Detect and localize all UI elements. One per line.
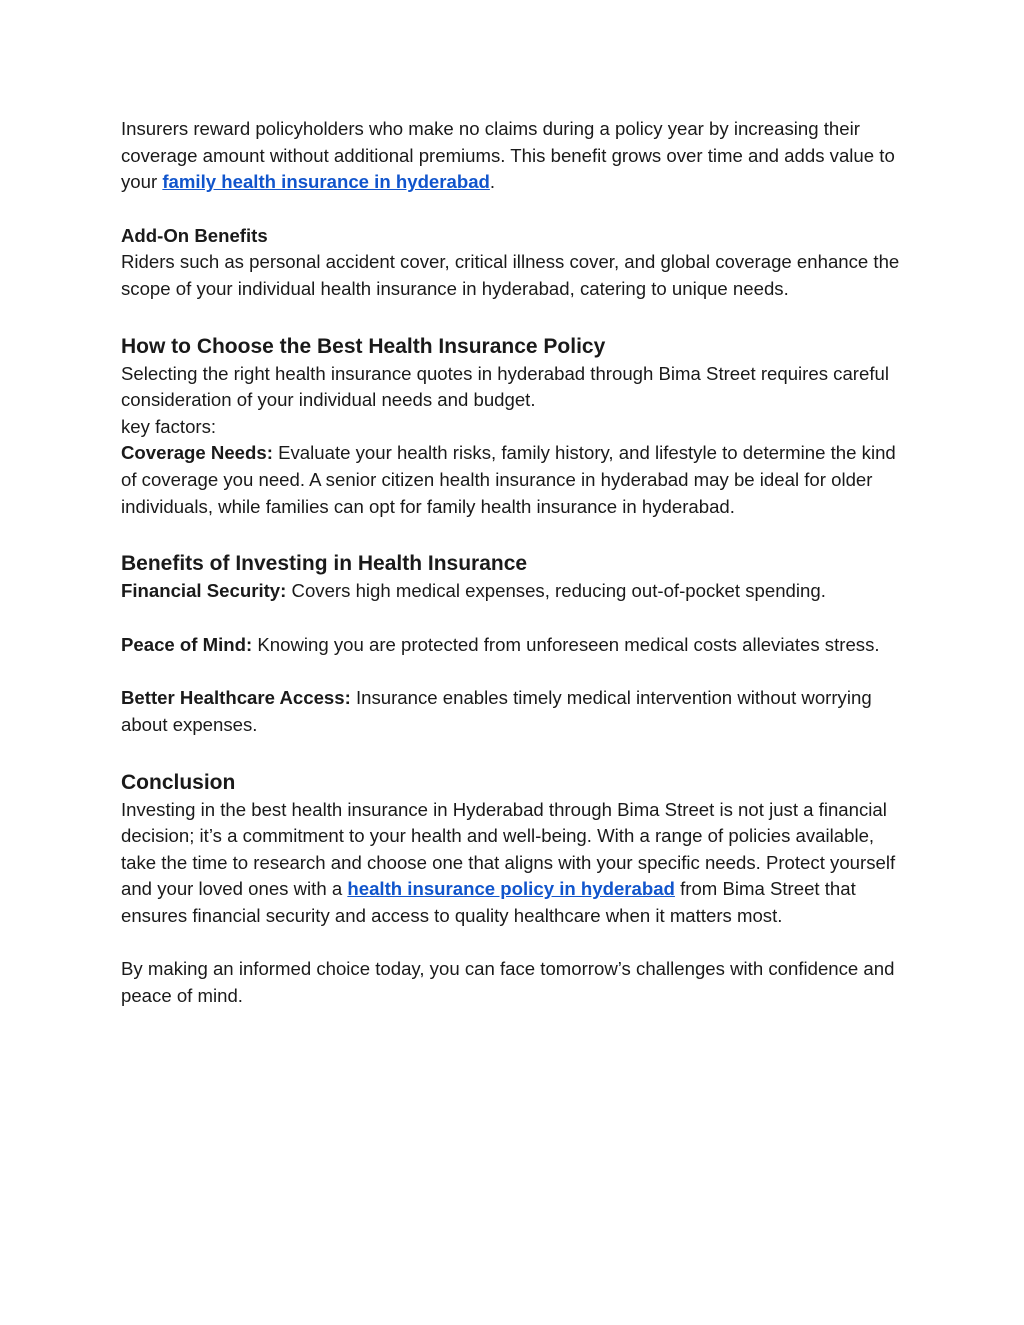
conclusion-heading: Conclusion xyxy=(121,770,236,794)
spacer xyxy=(121,196,911,223)
spacer xyxy=(121,739,911,769)
choose-body: Selecting the right health insurance quotes in hyderabad through Bima Street requires careful consideration of your individual needs and budget. xyxy=(121,362,889,411)
intro-paragraph xyxy=(121,116,911,196)
closing-paragraph: By making an informed choice today, you can face tomorrow’s challenges with confidence and peace of mind. xyxy=(121,958,895,1007)
conclusion-text: Investing in the best health insurance in Hyderabad through Bima Street is not just a financial decision; it’s a commitment to your health and well-being. With a range of policies available, take the time to research and choose one that aligns with your specific needs. Protect yourself and your loved ones with a xyxy=(121,798,896,900)
coverage-needs-text: Evaluate your health risks, family history, and lifestyle to determine the kind of coverage you need. A senior citizen health insurance in hyderabad may be ideal for older individuals, while families can opt for family health insurance in hyderabad. xyxy=(121,442,896,517)
conclusion-text-end: from Bima Street that ensures financial security and access to quality healthcare when it matters most. xyxy=(121,878,856,926)
document-page xyxy=(121,116,911,1010)
health-insurance-policy-link[interactable]: health insurance policy in hyderabad xyxy=(347,878,675,900)
conclusion-paragraph xyxy=(121,797,911,930)
benefit-text: Insurance enables timely medical intervention without worrying about expenses. xyxy=(121,687,872,735)
spacer xyxy=(121,658,911,685)
coverage-needs-paragraph xyxy=(121,440,911,520)
family-health-insurance-link[interactable]: family health insurance in hyderabad xyxy=(162,171,490,193)
benefit-label: Better Healthcare Access: xyxy=(121,687,351,709)
benefit-label: Financial Security: xyxy=(121,580,287,602)
intro-text-end: . xyxy=(489,171,496,193)
spacer xyxy=(121,520,911,550)
spacer xyxy=(121,303,911,333)
coverage-needs-label: Coverage Needs: xyxy=(121,442,273,464)
benefit-item xyxy=(121,632,911,659)
addon-body: Riders such as personal accident cover, critical illness cover, and global coverage enhance the scope of your individual health insurance in hyderabad, catering to unique needs. xyxy=(121,251,900,299)
addon-title: Add-On Benefits xyxy=(121,224,268,246)
benefit-text: Knowing you are protected from unforeseen medical costs alleviates stress. xyxy=(252,633,880,655)
benefit-label: Peace of Mind: xyxy=(121,633,253,655)
benefit-item xyxy=(121,578,911,605)
benefit-item xyxy=(121,685,911,738)
benefit-text: Covers high medical expenses, reducing out-of-pocket spending. xyxy=(286,580,826,602)
intro-text: Insurers reward policyholders who make no claims during a policy year by increasing their coverage amount without additional premiums. This benefit grows over time and adds value to your xyxy=(121,118,895,193)
key-factors-label: key factors: xyxy=(121,415,217,437)
spacer xyxy=(121,605,911,632)
benefits-heading: Benefits of Investing in Health Insurance xyxy=(121,552,528,576)
choose-heading: How to Choose the Best Health Insurance Policy xyxy=(121,334,606,358)
spacer xyxy=(121,929,911,956)
